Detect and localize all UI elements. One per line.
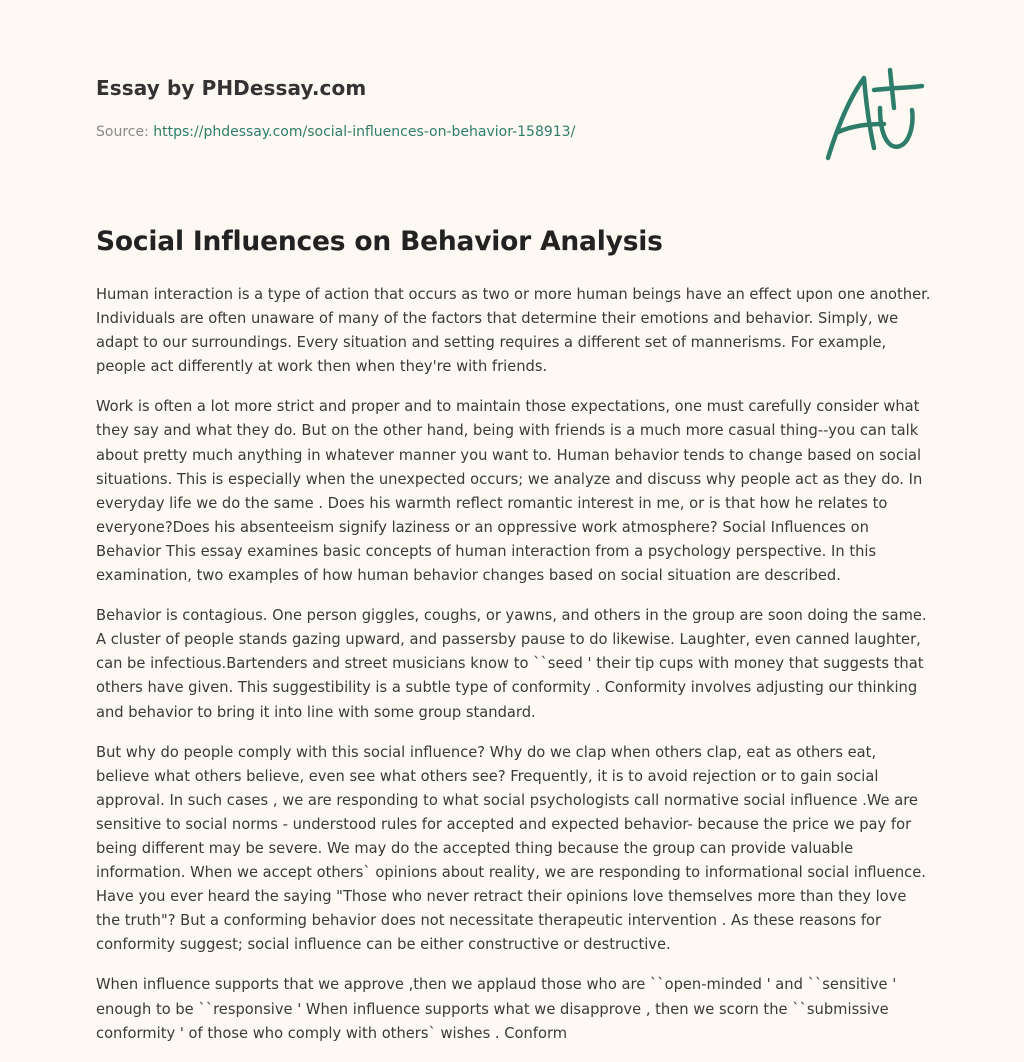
essay-header: [96, 76, 936, 140]
source-line: [96, 124, 575, 140]
essay-title: Social Influences on Behavior Analysis: [96, 226, 663, 257]
source-link[interactable]: https://phdessay.com/social-influences-on-behavior-158913/: [153, 124, 576, 140]
body-paragraph: Human interaction is a type of action that occurs as two or more human beings have an effect upon one another. Individuals are often unaware of many of the factors that determine their emotions and behavior. Simply, we adapt to our surroundings. Every situation and setting requires a different set of mannerisms. For example, people act differently at work then when they're with friends.: [96, 286, 931, 376]
body-paragraph: When influence supports that we approve ,then we applaud those who are ``open-minded ' and ``sensitive ' enough to be ``responsive ' When influence supports what we disapprove , then we scorn the ``submissive conformity ' of those who comply with others` wishes . Conform: [96, 976, 897, 1042]
essay-body: [96, 283, 932, 1062]
source-label: Source:: [96, 124, 149, 140]
body-paragraph: But why do people comply with this social influence? Why do we clap when others clap, eat as others eat, believe what others believe, even see what others see? Frequently, it is to avoid rejection or to gain social approval. In such cases , we are responding to what social psychologists call normative social influence .We are sensitive to social norms - understood rules for accepted and expected behavior- because the price we pay for being different may be severe. We may do the accepted thing because the group can provide valuable information. When we accept others` opinions about reality, we are responding to informational social influence. Have you ever heard the saying "Those who never retract their opinions love themselves more than they love the truth"? But a conforming behavior does not necessitate therapeutic intervention . As these reasons for conformity suggest; social influence can be either constructive or destructive.: [96, 743, 926, 954]
body-paragraph: Work is often a lot more strict and proper and to maintain those expectations, one must carefully consider what they say and what they do. But on the other hand, being with friends is a much more casual thing--you can talk about pretty much anything in whatever manner you want to. Human behavior tends to change based on social situations. This is especially when the unexpected occurs; we analyze and discuss why people act as they do. In everyday life we do the same . Does his warmth reflect romantic interest in me, or is that how he relates to everyone?Does his absenteeism signify laziness or an oppressive work atmosphere? Social Influences on Behavior This essay examines basic concepts of human interaction from a psychology perspective. In this examination, two examples of how human behavior changes based on social situation are described.: [96, 398, 923, 585]
body-paragraph: Behavior is contagious. One person giggles, coughs, or yawns, and others in the group are soon doing the same. A cluster of people stands gazing upward, and passersby pause to do likewise. Laughter, even canned laughter, can be infectious.Bartenders and street musicians know to ``seed ' their tip cups with money that suggests that others have given. This suggestibility is a subtle type of conformity . Conformity involves adjusting our thinking and behavior to bring it into line with some group standard.: [96, 607, 927, 721]
brand-name: Essay by PHDessay.com: [96, 76, 367, 100]
a-plus-grade-logo-icon: [818, 66, 930, 166]
